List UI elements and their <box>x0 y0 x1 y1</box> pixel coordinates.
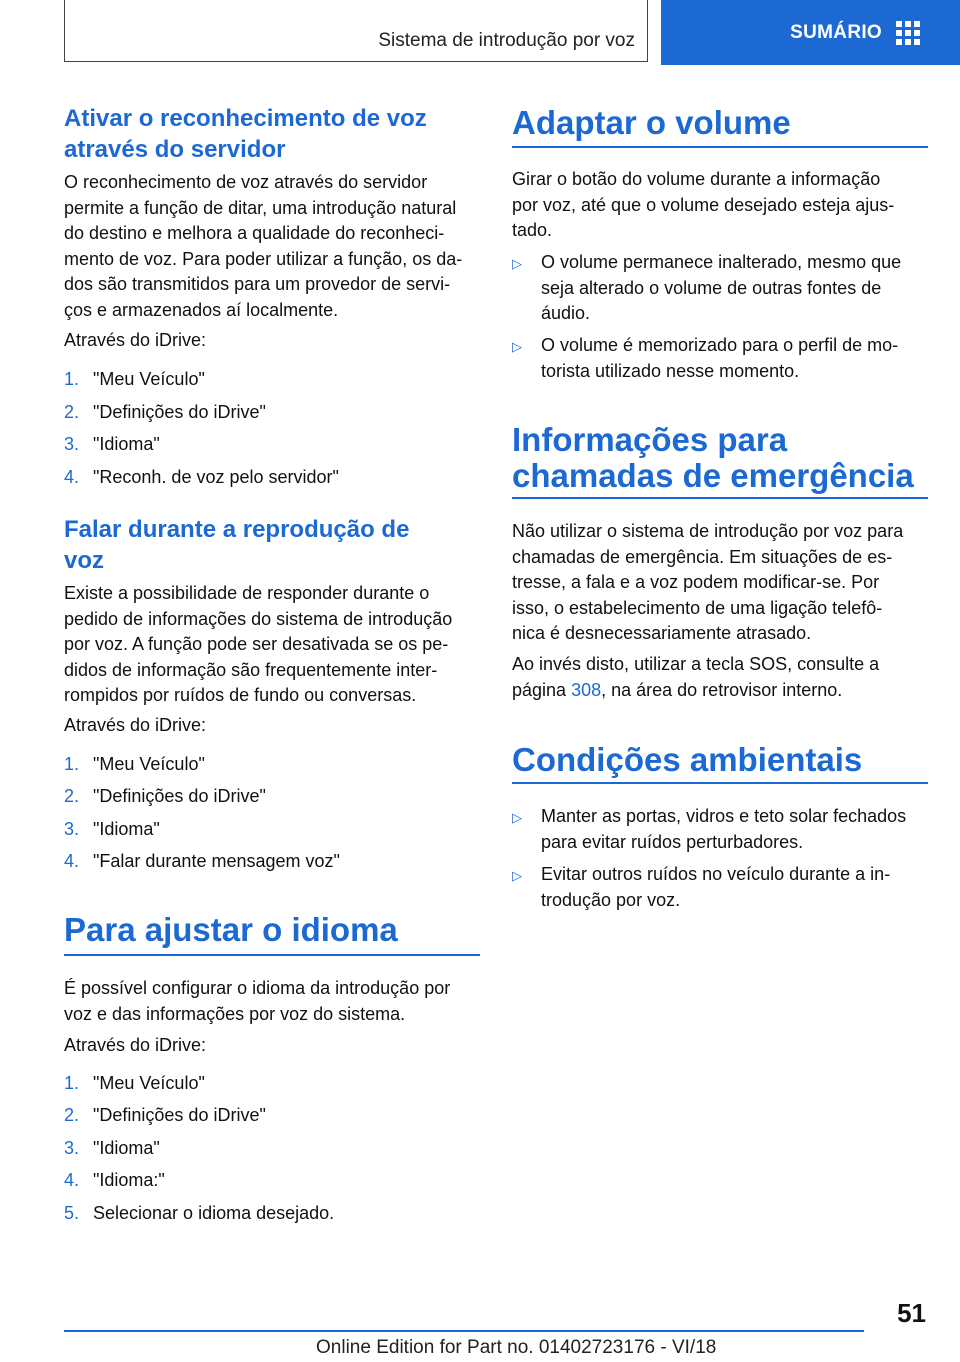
triangle-bullet-icon: ▷ <box>512 339 522 354</box>
triangle-bullet-icon: ▷ <box>512 810 522 825</box>
summary-label: SUMÁRIO <box>790 21 882 43</box>
chapter-heading: Condições ambientais <box>512 741 863 778</box>
page-link[interactable]: 308 <box>571 679 602 700</box>
paragraph: Girar o botão do volume durante a informação por voz, até que o volume desejado esteja ajus- tado. <box>512 169 895 240</box>
via-label: Através do iDrive: <box>64 715 207 735</box>
paragraph: É possível configurar o idioma da introdução por voz e das informações por voz do sistema. <box>64 978 451 1024</box>
triangle-bullet-icon: ▷ <box>512 868 522 883</box>
heading-rule <box>512 782 928 784</box>
paragraph: Ao invés disto, utilizar a tecla SOS, consulte a página 308, na área do retrovisor interno. <box>512 654 880 700</box>
section-heading-cont: voz <box>64 547 105 574</box>
heading-rule <box>64 954 480 956</box>
header-bar <box>64 0 648 62</box>
page-number: 51 <box>897 1298 926 1328</box>
triangle-bullet-icon: ▷ <box>512 256 522 271</box>
paragraph: O reconhecimento de voz através do servidor permite a função de ditar, uma introdução natural do destino e melhora a qualidade do reconheci- mento de voz. Para poder utilizar a função, os da- dos são transmitidos para um provedor de servi- ços e armazenados aí localmente. <box>64 172 463 320</box>
via-label: Através do iDrive: <box>64 330 207 350</box>
chapter-heading: Para ajustar o idioma <box>64 911 398 948</box>
chapter-heading: Informações para <box>512 421 788 458</box>
edition-text: Online Edition for Part no. 01402723176 - VI/18 <box>316 1337 717 1358</box>
heading-rule <box>512 497 928 499</box>
section-heading: Falar durante a reprodução de <box>64 516 410 543</box>
chapter-title: Sistema de introdução por voz <box>378 30 635 51</box>
chapter-heading-cont: chamadas de emergência <box>512 457 914 494</box>
footer-rule <box>64 1330 864 1332</box>
section-heading: Ativar o reconhecimento de voz <box>64 105 427 132</box>
section-heading-cont: através do servidor <box>64 136 286 163</box>
chapter-heading: Adaptar o volume <box>512 104 791 141</box>
paragraph: Não utilizar o sistema de introdução por voz para chamadas de emergência. Em situações de es- tresse, a fala e a voz podem modificar-se. Por isso, o estabelecimento de uma ligação telefô- nica é desnecessariamente atrasado. <box>512 521 904 643</box>
heading-rule <box>512 146 928 148</box>
summary-button[interactable] <box>661 0 960 65</box>
paragraph: Existe a possibilidade de responder durante o pedido de informações do sistema de introdução por voz. A função pode ser desativada se os pe- didos de informação são frequentemente inter- rompidos por ruídos de fundo ou conversas. <box>64 583 453 705</box>
via-label: Através do iDrive: <box>64 1035 207 1055</box>
grid-menu-icon <box>896 21 920 45</box>
